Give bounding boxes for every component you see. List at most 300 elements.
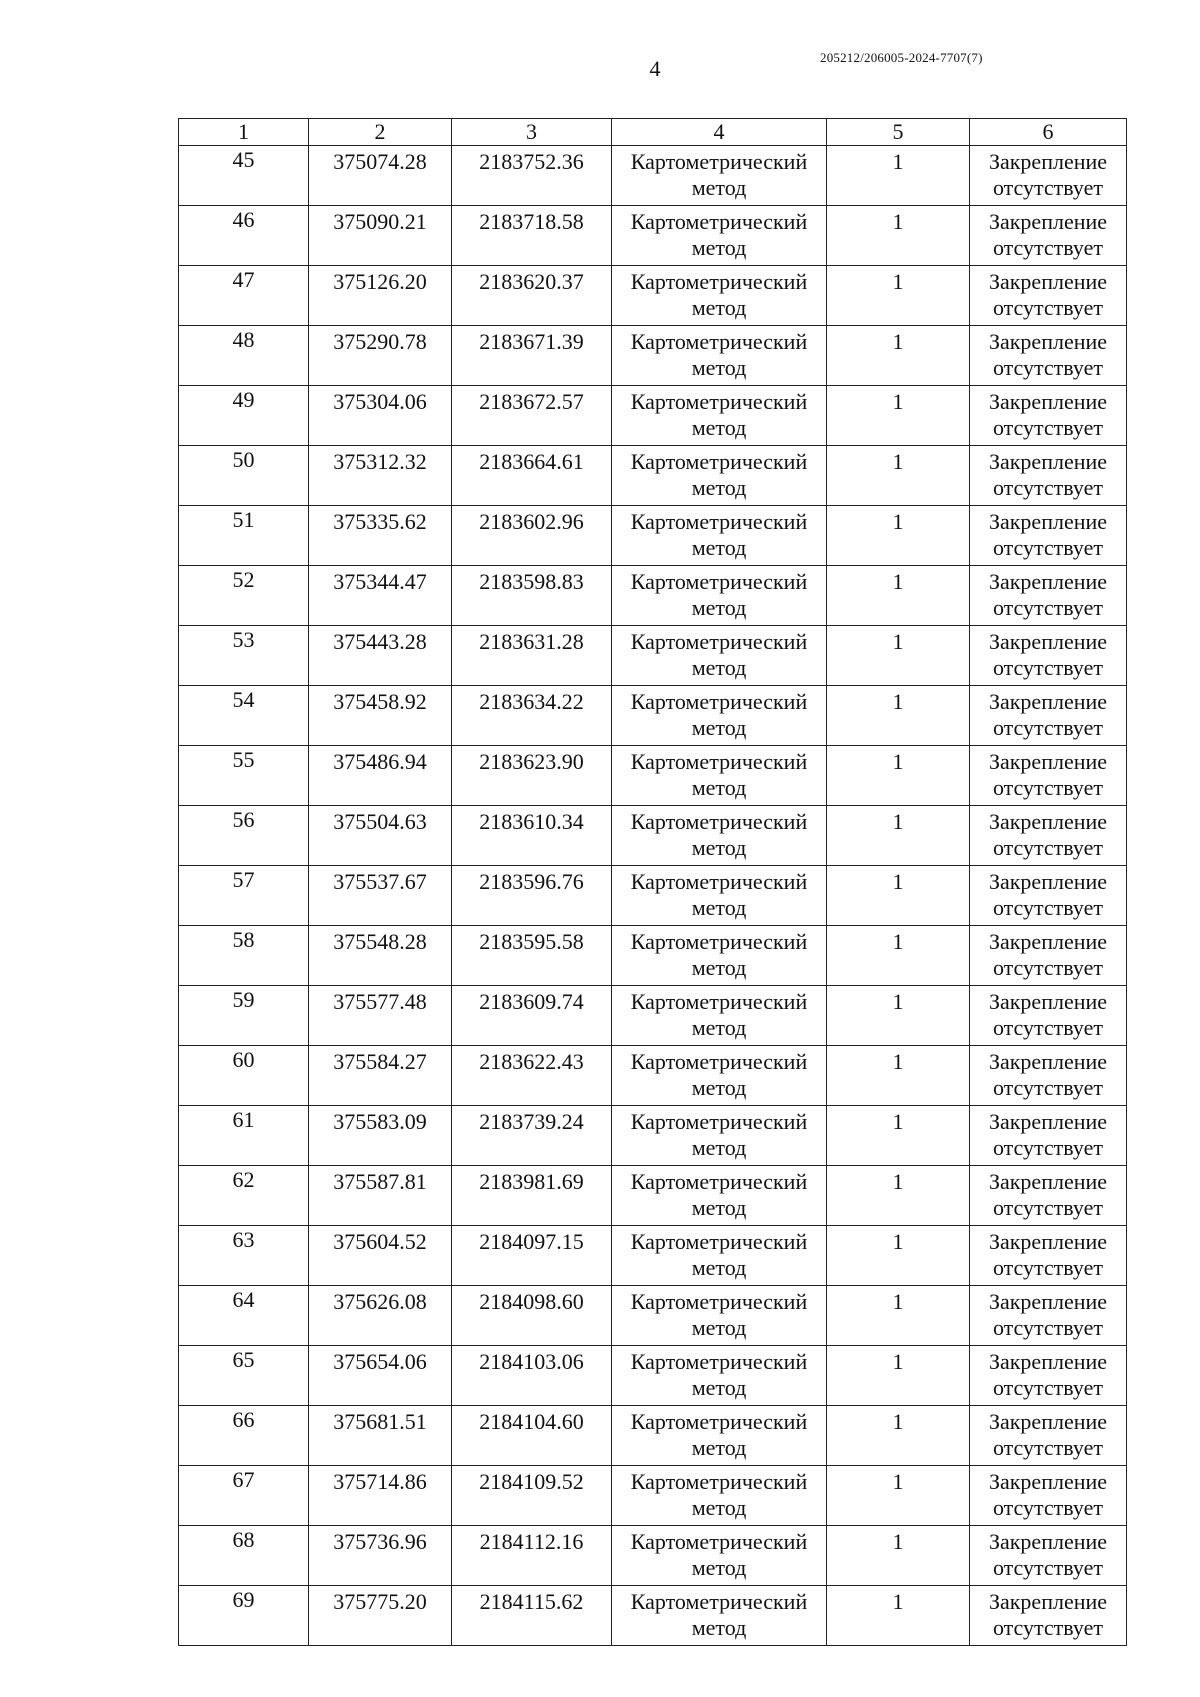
accuracy-cell [827,1346,970,1406]
coordinate-y [452,386,612,446]
coordinate-x-text: 375604.52 [333,1229,427,1254]
fixation-line-2: отсутствует [992,775,1104,800]
point-number-text: 59 [232,987,255,1012]
coordinate-y [452,566,612,626]
accuracy-text: 1 [892,689,904,714]
coordinate-x [309,1466,452,1526]
coordinate-x [309,326,452,386]
coordinate-y-text: 2183623.90 [479,749,584,774]
method-cell [612,746,827,806]
fixation-line-2: отсутствует [992,1315,1104,1340]
coordinate-y [452,1226,612,1286]
table-header-row [179,119,1127,146]
coordinate-y [452,146,612,206]
column-header-5: 5 [827,119,970,146]
fixation-cell [970,806,1127,866]
accuracy-text: 1 [892,209,904,234]
coordinate-x [309,806,452,866]
accuracy-text: 1 [892,1529,904,1554]
fixation-cell [970,206,1127,266]
fixation-line-1: Закрепление [988,1109,1108,1134]
method-line-2: метод [691,1255,747,1280]
point-number [179,806,309,866]
fixation-cell [970,566,1127,626]
method-cell [612,866,827,926]
fixation-line-1: Закрепление [988,509,1108,534]
table-row [179,1346,1127,1406]
fixation-cell [970,1046,1127,1106]
fixation-line-2: отсутствует [992,235,1104,260]
fixation-line-2: отсутствует [992,1255,1104,1280]
point-number-text: 61 [232,1107,255,1132]
coordinate-x [309,1166,452,1226]
coordinate-y-text: 2184103.06 [479,1349,584,1374]
fixation-line-1: Закрепление [988,1169,1108,1194]
fixation-line-1: Закрепление [988,1409,1108,1434]
fixation-line-1: Закрепление [988,1289,1108,1314]
coordinate-y-text: 2183981.69 [479,1169,584,1194]
table-row [179,266,1127,326]
method-line-1: Картометрический [630,209,808,234]
table-row [179,986,1127,1046]
coordinate-x-text: 375775.20 [333,1589,427,1614]
coordinate-x-text: 375654.06 [333,1349,427,1374]
accuracy-cell [827,506,970,566]
method-cell [612,1466,827,1526]
point-number-text: 67 [232,1467,255,1492]
method-cell [612,266,827,326]
coordinate-x [309,1286,452,1346]
method-line-2: метод [691,775,747,800]
fixation-line-1: Закрепление [988,329,1108,354]
coordinate-y [452,1106,612,1166]
point-number-text: 60 [232,1047,255,1072]
point-number [179,326,309,386]
fixation-line-1: Закрепление [988,809,1108,834]
method-line-1: Картометрический [630,1229,808,1254]
point-number [179,746,309,806]
point-number-text: 54 [232,687,255,712]
accuracy-text: 1 [892,629,904,654]
coordinate-x-text: 375304.06 [333,389,427,414]
point-number [179,626,309,686]
coordinate-y [452,1046,612,1106]
accuracy-cell [827,1526,970,1586]
point-number-text: 48 [232,327,255,352]
point-number-text: 49 [232,387,255,412]
coordinate-y [452,1286,612,1346]
accuracy-cell [827,266,970,326]
method-cell [612,146,827,206]
fixation-cell [970,866,1127,926]
column-header-4: 4 [612,119,827,146]
method-line-2: метод [691,1495,747,1520]
fixation-line-1: Закрепление [988,1349,1108,1374]
fixation-line-1: Закрепление [988,1469,1108,1494]
coordinate-x [309,1586,452,1646]
method-line-2: метод [691,1555,747,1580]
point-number-text: 45 [232,147,255,172]
method-line-2: метод [691,715,747,740]
coordinate-y [452,1526,612,1586]
accuracy-cell [827,1226,970,1286]
accuracy-text: 1 [892,449,904,474]
fixation-line-2: отсутствует [992,1075,1104,1100]
accuracy-cell [827,1046,970,1106]
point-number-text: 66 [232,1407,255,1432]
point-number [179,566,309,626]
accuracy-cell [827,206,970,266]
point-number [179,986,309,1046]
coordinate-x-text: 375583.09 [333,1109,427,1134]
coordinate-y-text: 2183598.83 [479,569,584,594]
point-number-text: 62 [232,1167,255,1192]
table-row [179,1466,1127,1526]
coordinate-x [309,1046,452,1106]
accuracy-text: 1 [892,1409,904,1434]
fixation-cell [970,986,1127,1046]
method-line-1: Картометрический [630,989,808,1014]
accuracy-text: 1 [892,1469,904,1494]
accuracy-text: 1 [892,1109,904,1134]
accuracy-text: 1 [892,749,904,774]
fixation-line-2: отсутствует [992,175,1104,200]
coordinate-y [452,1466,612,1526]
method-line-2: метод [691,1375,747,1400]
point-number [179,206,309,266]
fixation-cell [970,746,1127,806]
table-row [179,866,1127,926]
coordinate-y [452,986,612,1046]
coordinates-table [178,118,1127,1646]
fixation-cell [970,1586,1127,1646]
method-line-1: Картометрический [630,269,808,294]
coordinate-y-text: 2183671.39 [479,329,584,354]
fixation-line-1: Закрепление [988,389,1108,414]
coordinate-x [309,686,452,746]
accuracy-text: 1 [892,509,904,534]
table-row [179,626,1127,686]
table-body [179,146,1127,1646]
coordinate-x-text: 375584.27 [333,1049,427,1074]
fixation-cell [970,1346,1127,1406]
point-number-text: 47 [232,267,255,292]
fixation-cell [970,626,1127,686]
method-cell [612,326,827,386]
point-number-text: 65 [232,1347,255,1372]
point-number [179,446,309,506]
fixation-line-2: отсутствует [992,895,1104,920]
coordinate-x-text: 375312.32 [333,449,427,474]
coordinate-x-text: 375074.28 [333,149,427,174]
coordinate-y-text: 2184115.62 [479,1589,584,1614]
coordinate-y [452,1586,612,1646]
point-number-text: 69 [232,1587,255,1612]
fixation-cell [970,1406,1127,1466]
fixation-line-2: отсутствует [992,655,1104,680]
coordinate-x [309,1226,452,1286]
point-number [179,1286,309,1346]
method-line-1: Картометрический [630,689,808,714]
table-row [179,1046,1127,1106]
fixation-cell [970,326,1127,386]
coordinate-x-text: 375504.63 [333,809,427,834]
coordinate-y-text: 2184109.52 [479,1469,584,1494]
coordinates-table-container [178,118,1126,1646]
table-row [179,806,1127,866]
coordinate-x [309,146,452,206]
coordinate-x-text: 375344.47 [333,569,427,594]
point-number-text: 58 [232,927,255,952]
coordinate-y-text: 2183739.24 [479,1109,584,1134]
coordinate-y-text: 2183610.34 [479,809,584,834]
method-line-1: Картометрический [630,1409,808,1434]
fixation-cell [970,266,1127,326]
fixation-line-2: отсутствует [992,295,1104,320]
method-line-2: метод [691,895,747,920]
coordinate-y [452,446,612,506]
accuracy-cell [827,1406,970,1466]
coordinate-y [452,326,612,386]
method-line-2: метод [691,1615,747,1640]
method-line-2: метод [691,535,747,560]
method-line-1: Картометрический [630,569,808,594]
accuracy-text: 1 [892,329,904,354]
document-reference: 205212/206005-2024-7707(7) [820,50,983,65]
page-number: 4 [649,56,661,81]
method-line-2: метод [691,655,747,680]
fixation-cell [970,686,1127,746]
point-number [179,1106,309,1166]
method-cell [612,386,827,446]
accuracy-cell [827,626,970,686]
point-number [179,1466,309,1526]
coordinate-x-text: 375681.51 [333,1409,427,1434]
method-line-1: Картометрический [630,629,808,654]
coordinate-y [452,206,612,266]
method-line-1: Картометрический [630,509,808,534]
method-cell [612,626,827,686]
accuracy-cell [827,1286,970,1346]
method-line-2: метод [691,1195,747,1220]
accuracy-text: 1 [892,1589,904,1614]
coordinate-x-text: 375626.08 [333,1289,427,1314]
table-row [179,446,1127,506]
fixation-line-1: Закрепление [988,629,1108,654]
coordinate-x-text: 375290.78 [333,329,427,354]
method-cell [612,1586,827,1646]
accuracy-text: 1 [892,929,904,954]
point-number [179,866,309,926]
coordinate-x [309,386,452,446]
method-cell [612,1406,827,1466]
method-line-2: метод [691,475,747,500]
method-line-2: метод [691,835,747,860]
method-line-1: Картометрический [630,1109,808,1134]
accuracy-cell [827,1166,970,1226]
point-number-text: 55 [232,747,255,772]
table-row [179,146,1127,206]
fixation-cell [970,446,1127,506]
method-line-2: метод [691,415,747,440]
coordinate-y [452,506,612,566]
coordinate-y [452,1166,612,1226]
coordinate-y [452,686,612,746]
fixation-line-1: Закрепление [988,269,1108,294]
fixation-cell [970,1226,1127,1286]
method-line-1: Картометрический [630,869,808,894]
coordinate-x [309,1106,452,1166]
method-line-2: метод [691,955,747,980]
point-number [179,686,309,746]
method-line-2: метод [691,1135,747,1160]
accuracy-cell [827,1106,970,1166]
method-line-1: Картометрический [630,1349,808,1374]
fixation-line-2: отсутствует [992,715,1104,740]
table-row [179,506,1127,566]
coordinate-y [452,746,612,806]
coordinate-y-text: 2183752.36 [479,149,584,174]
coordinate-x-text: 375537.67 [333,869,427,894]
fixation-line-2: отсутствует [992,415,1104,440]
coordinate-x [309,266,452,326]
method-cell [612,206,827,266]
point-number [179,146,309,206]
point-number [179,506,309,566]
method-cell [612,506,827,566]
fixation-line-2: отсутствует [992,1015,1104,1040]
coordinate-x-text: 375736.96 [333,1529,427,1554]
table-row [179,686,1127,746]
method-line-2: метод [691,595,747,620]
method-cell [612,686,827,746]
table-row [179,1586,1127,1646]
column-header-6: 6 [970,119,1127,146]
fixation-line-1: Закрепление [988,1049,1108,1074]
fixation-line-2: отсутствует [992,955,1104,980]
fixation-line-1: Закрепление [988,209,1108,234]
point-number [179,1406,309,1466]
accuracy-cell [827,386,970,446]
point-number-text: 68 [232,1527,255,1552]
point-number-text: 52 [232,567,255,592]
method-line-1: Картометрический [630,1589,808,1614]
fixation-line-2: отсутствует [992,475,1104,500]
accuracy-text: 1 [892,1289,904,1314]
fixation-line-1: Закрепление [988,989,1108,1014]
fixation-line-1: Закрепление [988,1229,1108,1254]
accuracy-text: 1 [892,1049,904,1074]
fixation-line-1: Закрепление [988,569,1108,594]
accuracy-text: 1 [892,569,904,594]
point-number [179,1046,309,1106]
coordinate-x-text: 375587.81 [333,1169,427,1194]
fixation-line-2: отсутствует [992,1375,1104,1400]
coordinate-y [452,266,612,326]
coordinate-x [309,1526,452,1586]
coordinate-y [452,806,612,866]
method-line-1: Картометрический [630,389,808,414]
accuracy-cell [827,746,970,806]
table-row [179,386,1127,446]
fixation-cell [970,1286,1127,1346]
point-number-text: 50 [232,447,255,472]
accuracy-text: 1 [892,869,904,894]
accuracy-cell [827,866,970,926]
method-cell [612,926,827,986]
coordinate-y-text: 2183620.37 [479,269,584,294]
method-cell [612,806,827,866]
method-line-1: Картометрический [630,929,808,954]
fixation-cell [970,1166,1127,1226]
method-line-2: метод [691,295,747,320]
point-number [179,386,309,446]
method-line-2: метод [691,355,747,380]
coordinate-y-text: 2184104.60 [479,1409,584,1434]
point-number-text: 51 [232,507,255,532]
point-number [179,926,309,986]
accuracy-text: 1 [892,149,904,174]
point-number [179,1586,309,1646]
coordinate-x-text: 375548.28 [333,929,427,954]
coordinate-y-text: 2183631.28 [479,629,584,654]
accuracy-cell [827,1586,970,1646]
coordinate-y-text: 2183622.43 [479,1049,584,1074]
method-line-1: Картометрический [630,809,808,834]
table-row [179,1286,1127,1346]
method-cell [612,446,827,506]
point-number [179,1526,309,1586]
method-line-1: Картометрический [630,1469,808,1494]
coordinate-y-text: 2183602.96 [479,509,584,534]
point-number-text: 64 [232,1287,255,1312]
accuracy-text: 1 [892,1349,904,1374]
coordinate-x [309,986,452,1046]
coordinate-y [452,926,612,986]
fixation-line-1: Закрепление [988,149,1108,174]
fixation-cell [970,386,1127,446]
method-line-2: метод [691,1435,747,1460]
coordinate-x [309,866,452,926]
accuracy-cell [827,326,970,386]
table-row [179,1406,1127,1466]
coordinate-x [309,446,452,506]
coordinate-x-text: 375577.48 [333,989,427,1014]
method-line-1: Картометрический [630,1169,808,1194]
fixation-line-1: Закрепление [988,1589,1108,1614]
table-row [179,1166,1127,1226]
method-line-2: метод [691,1015,747,1040]
fixation-line-2: отсутствует [992,1615,1104,1640]
table-row [179,746,1127,806]
column-header-1: 1 [179,119,309,146]
method-line-2: метод [691,1075,747,1100]
fixation-line-2: отсутствует [992,1195,1104,1220]
fixation-line-1: Закрепление [988,689,1108,714]
fixation-line-2: отсутствует [992,595,1104,620]
coordinate-y-text: 2183634.22 [479,689,584,714]
fixation-line-2: отсутствует [992,1555,1104,1580]
point-number-text: 57 [232,867,255,892]
accuracy-cell [827,686,970,746]
fixation-line-1: Закрепление [988,1529,1108,1554]
method-cell [612,1046,827,1106]
coordinate-y [452,1406,612,1466]
coordinate-x [309,1406,452,1466]
method-line-1: Картометрический [630,1289,808,1314]
accuracy-cell [827,446,970,506]
fixation-line-1: Закрепление [988,749,1108,774]
